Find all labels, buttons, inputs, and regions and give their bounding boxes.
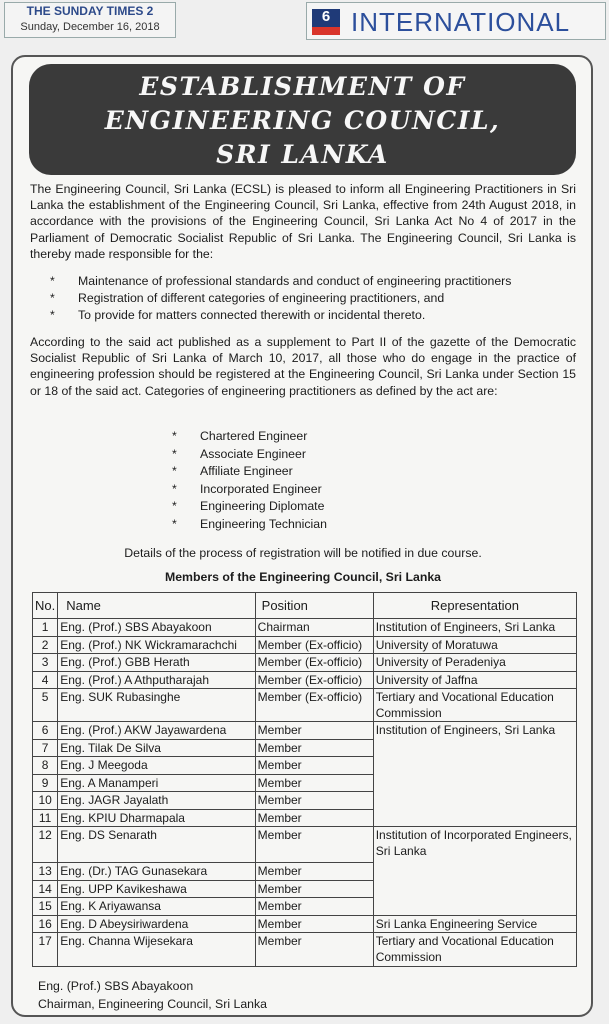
member-position: Member [255,880,373,898]
bullet-star-icon: * [50,291,55,305]
masthead-section-box [306,2,606,40]
member-no: 15 [33,898,58,916]
member-representation: Tertiary and Vocational Education Commission [373,689,576,722]
member-representation: Institution of Engineers, Sri Lanka [373,722,576,827]
categories-list [172,428,327,534]
member-position: Member [255,757,373,775]
headline-banner [29,64,576,175]
member-position: Chairman [255,619,373,637]
member-no: 9 [33,774,58,792]
member-position: Member (Ex-officio) [255,654,373,672]
member-position: Member [255,792,373,810]
member-position: Member [255,774,373,792]
member-no: 16 [33,915,58,933]
bullet-star-icon: * [172,464,177,479]
table-row [33,689,577,722]
table-row [33,915,577,933]
member-no: 11 [33,809,58,827]
member-name: Eng. (Prof.) SBS Abayakoon [58,619,255,637]
member-representation: Institution of Engineers, Sri Lanka [373,619,576,637]
table-header-row [33,593,577,619]
member-no: 7 [33,739,58,757]
list-item: * Associate Engineer [172,446,327,464]
section-name: INTERNATIONAL [351,7,571,37]
member-representation: Tertiary and Vocational Education Commission [373,933,576,967]
member-name: Eng. JAGR Jayalath [58,792,255,810]
member-position: Member (Ex-officio) [255,671,373,689]
member-name: Eng. (Prof.) AKW Jayawardena [58,722,255,740]
header-position: Position [255,593,373,619]
list-item: * To provide for matters connected therewith or incidental thereto. [50,308,426,322]
page-number-badge: 6 [312,9,340,35]
table-row [33,827,577,863]
members-table [32,592,577,967]
header-name: Name [58,593,255,619]
member-no: 6 [33,722,58,740]
list-item: * Incorporated Engineer [172,481,327,499]
member-representation: Institution of Incorporated Engineers, Sri Lanka [373,827,576,916]
table-row [33,654,577,672]
list-item: * Engineering Technician [172,516,327,534]
table-row [33,619,577,637]
list-item: * Registration of different categories of engineering practitioners, and [50,291,445,305]
table-row [33,671,577,689]
member-name: Eng. UPP Kavikeshawa [58,880,255,898]
signoff-title: Chairman, Engineering Council, Sri Lanka [38,997,267,1011]
member-position: Member [255,863,373,881]
member-name: Eng. (Prof.) GBB Herath [58,654,255,672]
table-row [33,636,577,654]
bullet-star-icon: * [172,446,177,461]
list-item: * Engineering Diplomate [172,498,327,516]
member-no: 13 [33,863,58,881]
member-no: 8 [33,757,58,775]
table-row [33,933,577,967]
bullet-star-icon: * [50,274,55,288]
list-item: * Maintenance of professional standards and conduct of engineering practitioners [50,274,512,288]
bullet-star-icon: * [172,429,177,443]
member-name: Eng. Tilak De Silva [58,739,255,757]
member-name: Eng. J Meegoda [58,757,255,775]
member-no: 14 [33,880,58,898]
member-name: Eng. K Ariyawansa [58,898,255,916]
member-position: Member [255,933,373,967]
headline-line-1: ESTABLISHMENT OF [139,72,466,101]
member-position: Member [255,898,373,916]
member-name: Eng. A Manamperi [58,774,255,792]
masthead-paper-box [4,2,176,38]
member-name: Eng. DS Senarath [58,827,255,863]
member-no: 4 [33,671,58,689]
header-representation: Representation [373,593,576,619]
member-name: Eng. (Prof.) NK Wickramarachchi [58,636,255,654]
intro-paragraph: The Engineering Council, Sri Lanka (ECSL) is pleased to inform all Engineering Practitioners in Sri Lanka the establishment of the Engineering Council, Sri Lanka, effective from 24th August 2018, in accordance with the provisions of the Engineering Council, Sri Lanka Act No 4 of 2017 in the Parliament of Democratic Socialist Republic of Sri Lanka. The Engineering Council, Sri Lanka is thereby made responsible for the: [30,182,576,261]
member-no: 2 [33,636,58,654]
member-no: 10 [33,792,58,810]
member-name: Eng. SUK Rubasinghe [58,689,255,722]
member-representation: Sri Lanka Engineering Service [373,915,576,933]
member-name: Eng. (Dr.) TAG Gunasekara [58,863,255,881]
member-no: 1 [33,619,58,637]
member-no: 12 [33,827,58,863]
act-paragraph: According to the said act published as a supplement to Part II of the gazette of the Democratic Socialist Republic of Sri Lanka of March 10, 2017, all those who do engage in the practice of engineering profession should be registered at the Engineering Council, Sri Lanka under Section 15 or 18 of the said act. Categories of engineering practitioners as defined by the act are: [30,335,576,398]
member-representation: University of Peradeniya [373,654,576,672]
headline-line-2: ENGINEERING COUNCIL, [104,106,501,135]
member-position: Member [255,915,373,933]
paper-name: THE SUNDAY TIMES 2 [26,4,154,18]
member-position: Member (Ex-officio) [255,689,373,722]
bullet-star-icon: * [172,516,177,531]
member-representation: University of Moratuwa [373,636,576,654]
signoff-name: Eng. (Prof.) SBS Abayakoon [38,979,194,993]
header-no: No. [33,593,58,619]
list-item: * Affiliate Engineer [172,463,327,481]
bullet-star-icon: * [50,308,55,322]
responsibilities-list [50,273,511,324]
member-representation: University of Jaffna [373,671,576,689]
member-no: 3 [33,654,58,672]
member-position: Member (Ex-officio) [255,636,373,654]
list-item: * Chartered Engineer [172,428,327,446]
member-position: Member [255,809,373,827]
member-name: Eng. KPIU Dharmapala [58,809,255,827]
member-no: 17 [33,933,58,967]
member-name: Eng. (Prof.) A Athputharajah [58,671,255,689]
newspaper-masthead [0,0,609,46]
member-no: 5 [33,689,58,722]
member-name: Eng. Channa Wijesekara [58,933,255,967]
bullet-star-icon: * [172,481,177,496]
member-position: Member [255,827,373,863]
registration-note: Details of the process of registration will be notified in due course. [124,546,482,560]
issue-date: Sunday, December 16, 2018 [20,21,160,33]
bullet-star-icon: * [172,499,177,514]
member-name: Eng. D Abeysiriwardena [58,915,255,933]
headline-line-3: SRI LANKA [216,140,389,169]
table-row [33,722,577,740]
member-position: Member [255,739,373,757]
table-title: Members of the Engineering Council, Sri Lanka [164,570,442,584]
member-position: Member [255,722,373,740]
